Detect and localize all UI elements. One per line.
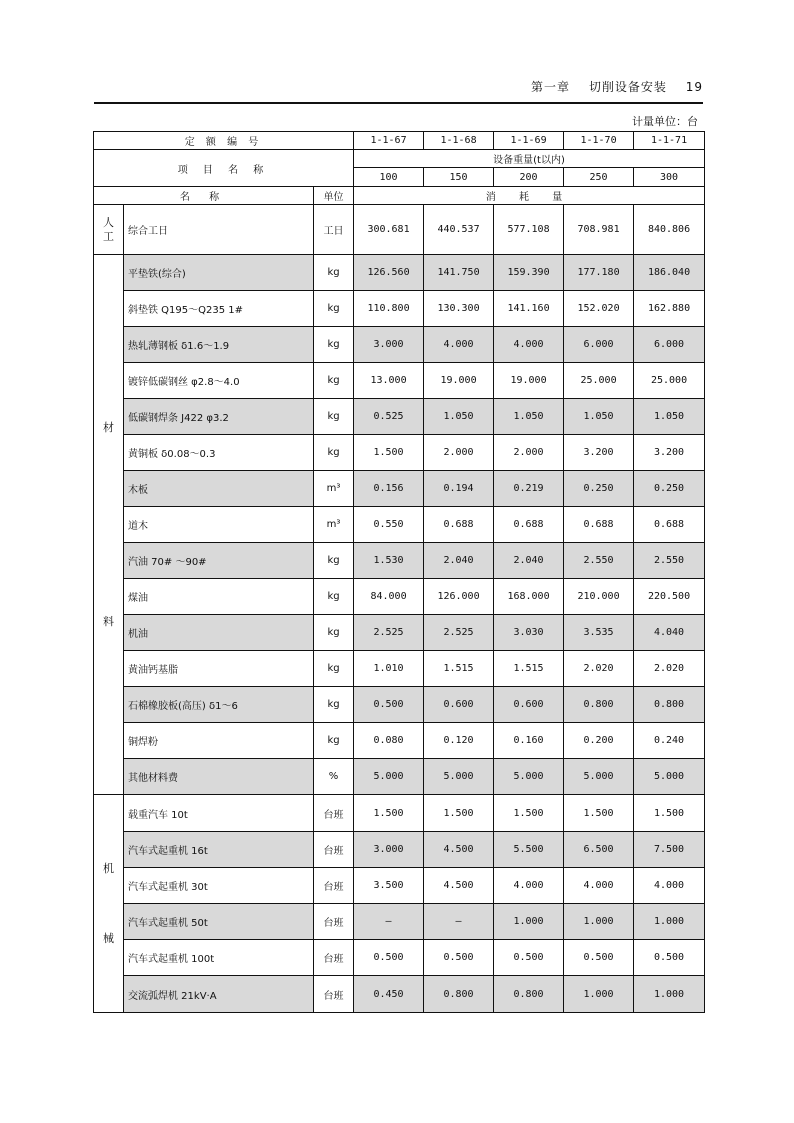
- item-name: 综合工日: [124, 205, 314, 255]
- item-unit: kg: [314, 687, 354, 723]
- consumption-value: 3.030: [494, 615, 564, 651]
- consumption-value: 1.500: [494, 795, 564, 832]
- item-unit: 台班: [314, 795, 354, 832]
- item-unit: kg: [314, 651, 354, 687]
- consumption-value: 1.500: [424, 795, 494, 832]
- item-name: 汽车式起重机 50t: [124, 904, 314, 940]
- consumption-value: 4.000: [634, 868, 705, 904]
- weight-value: 250: [564, 168, 634, 187]
- item-name: 汽油 70# ～90#: [124, 543, 314, 579]
- item-name: 低碳钢焊条 J422 φ3.2: [124, 399, 314, 435]
- consumption-value: 0.250: [564, 471, 634, 507]
- item-name: 汽车式起重机 30t: [124, 868, 314, 904]
- table-row: [94, 543, 705, 579]
- consumption-value: 0.200: [564, 723, 634, 759]
- item-unit: kg: [314, 399, 354, 435]
- consumption-value: 0.800: [424, 976, 494, 1013]
- table-row: [94, 327, 705, 363]
- column-header-row: [94, 187, 705, 205]
- quota-code: 1-1-71: [634, 132, 705, 150]
- consumption-value: 1.000: [634, 976, 705, 1013]
- consumption-value: 577.108: [494, 205, 564, 255]
- weight-value: 100: [354, 168, 424, 187]
- consumption-value: 4.000: [494, 327, 564, 363]
- consumption-value: 0.240: [634, 723, 705, 759]
- weight-label-row: [94, 150, 705, 168]
- table-row: [94, 291, 705, 327]
- consumption-value: 4.000: [564, 868, 634, 904]
- consumption-value: 152.020: [564, 291, 634, 327]
- item-name: 黄油钙基脂: [124, 651, 314, 687]
- consumption-value: 0.600: [424, 687, 494, 723]
- consumption-value: 5.000: [424, 759, 494, 795]
- consumption-value: 186.040: [634, 255, 705, 291]
- consumption-value: —: [424, 904, 494, 940]
- quota-table: [93, 131, 705, 1013]
- consumption-value: 708.981: [564, 205, 634, 255]
- item-unit: 台班: [314, 832, 354, 868]
- table-row: [94, 399, 705, 435]
- consumption-value: 2.525: [424, 615, 494, 651]
- consumption-value: 2.525: [354, 615, 424, 651]
- consumption-value: 0.525: [354, 399, 424, 435]
- item-unit: m³: [314, 471, 354, 507]
- consumption-value: 6.000: [634, 327, 705, 363]
- item-name: 黄铜板 δ0.08～0.3: [124, 435, 314, 471]
- consumption-value: 1.050: [424, 399, 494, 435]
- table-row: [94, 759, 705, 795]
- consumption-value: 0.800: [634, 687, 705, 723]
- consumption-value: 4.500: [424, 868, 494, 904]
- quota-label: 定 额 编 号: [94, 132, 354, 150]
- consumption-value: 1.500: [354, 795, 424, 832]
- page-number: 19: [685, 80, 703, 94]
- table-row: [94, 435, 705, 471]
- weight-value: 200: [494, 168, 564, 187]
- consumption-value: 126.560: [354, 255, 424, 291]
- consumption-value: 0.450: [354, 976, 424, 1013]
- consumption-value: 1.000: [634, 904, 705, 940]
- consumption-value: 168.000: [494, 579, 564, 615]
- consumption-value: 0.500: [424, 940, 494, 976]
- consumption-value: 0.219: [494, 471, 564, 507]
- consumption-value: 141.750: [424, 255, 494, 291]
- item-unit: 台班: [314, 976, 354, 1013]
- consumption-value: 0.800: [564, 687, 634, 723]
- item-name: 镀锌低碳钢丝 φ2.8～4.0: [124, 363, 314, 399]
- item-name: 木板: [124, 471, 314, 507]
- consumption-value: 25.000: [564, 363, 634, 399]
- quota-code: 1-1-68: [424, 132, 494, 150]
- item-unit: kg: [314, 291, 354, 327]
- item-unit: kg: [314, 579, 354, 615]
- consumption-value: 0.688: [564, 507, 634, 543]
- item-label: 项 目 名 称: [94, 150, 354, 187]
- consumption-value: 3.535: [564, 615, 634, 651]
- consumption-value: 1.000: [564, 904, 634, 940]
- item-name: 煤油: [124, 579, 314, 615]
- item-name: 平垫铁(综合): [124, 255, 314, 291]
- consumption-value: 19.000: [494, 363, 564, 399]
- item-name: 道木: [124, 507, 314, 543]
- table-row: [94, 615, 705, 651]
- table-row: [94, 976, 705, 1013]
- consumption-value: 4.000: [424, 327, 494, 363]
- item-name: 斜垫铁 Q195～Q235 1#: [124, 291, 314, 327]
- unit-note: 计量单位：台: [632, 115, 698, 128]
- consumption-value: 5.000: [564, 759, 634, 795]
- table-row: [94, 579, 705, 615]
- consumption-value: 440.537: [424, 205, 494, 255]
- consumption-value: 162.880: [634, 291, 705, 327]
- consumption-value: 0.600: [494, 687, 564, 723]
- consumption-value: 0.688: [494, 507, 564, 543]
- quota-code: 1-1-69: [494, 132, 564, 150]
- consumption-value: 1.530: [354, 543, 424, 579]
- consumption-value: 1.500: [564, 795, 634, 832]
- item-name: 铜焊粉: [124, 723, 314, 759]
- consumption-value: 4.500: [424, 832, 494, 868]
- consumption-value: 0.250: [634, 471, 705, 507]
- item-name: 载重汽车 10t: [124, 795, 314, 832]
- consumption-value: 0.160: [494, 723, 564, 759]
- consumption-value: 110.800: [354, 291, 424, 327]
- consumption-value: 2.550: [564, 543, 634, 579]
- item-unit: kg: [314, 255, 354, 291]
- consumption-value: 3.200: [634, 435, 705, 471]
- unit-column-label: 单位: [314, 187, 354, 205]
- consumption-value: 1.515: [494, 651, 564, 687]
- table-row: [94, 205, 705, 255]
- table-row: [94, 471, 705, 507]
- consumption-value: 0.688: [424, 507, 494, 543]
- consumption-value: 177.180: [564, 255, 634, 291]
- consumption-value: 84.000: [354, 579, 424, 615]
- consumption-value: 1.050: [634, 399, 705, 435]
- consumption-value: 3.500: [354, 868, 424, 904]
- consumption-value: 1.050: [564, 399, 634, 435]
- consumption-value: 0.550: [354, 507, 424, 543]
- item-unit: kg: [314, 723, 354, 759]
- consumption-value: 5.000: [634, 759, 705, 795]
- consumption-value: 2.040: [424, 543, 494, 579]
- consumption-value: 6.000: [564, 327, 634, 363]
- consumption-value: 141.160: [494, 291, 564, 327]
- table-row: [94, 904, 705, 940]
- item-name: 其他材料费: [124, 759, 314, 795]
- item-name: 石棉橡胶板(高压) δ1～6: [124, 687, 314, 723]
- item-unit: 台班: [314, 904, 354, 940]
- consumption-label: 消 耗 量: [354, 187, 705, 205]
- section-title: 切削设备安装: [588, 80, 667, 94]
- table-row: [94, 832, 705, 868]
- table-row: [94, 255, 705, 291]
- consumption-value: 1.000: [564, 976, 634, 1013]
- table-row: [94, 795, 705, 832]
- consumption-value: 5.000: [354, 759, 424, 795]
- consumption-value: 220.500: [634, 579, 705, 615]
- consumption-value: 0.500: [564, 940, 634, 976]
- item-unit: kg: [314, 363, 354, 399]
- item-name: 热轧薄钢板 δ1.6～1.9: [124, 327, 314, 363]
- consumption-value: 1.010: [354, 651, 424, 687]
- item-name: 交流弧焊机 21kV·A: [124, 976, 314, 1013]
- consumption-value: 2.000: [424, 435, 494, 471]
- consumption-value: 210.000: [564, 579, 634, 615]
- item-unit: %: [314, 759, 354, 795]
- consumption-value: 2.020: [634, 651, 705, 687]
- group-label: 材 料: [94, 255, 124, 795]
- item-unit: m³: [314, 507, 354, 543]
- item-unit: 台班: [314, 868, 354, 904]
- quota-code: 1-1-70: [564, 132, 634, 150]
- consumption-value: 13.000: [354, 363, 424, 399]
- table-row: [94, 687, 705, 723]
- weight-label: 设备重量(t以内): [354, 150, 705, 168]
- consumption-value: 0.156: [354, 471, 424, 507]
- item-name: 汽车式起重机 100t: [124, 940, 314, 976]
- consumption-value: 2.020: [564, 651, 634, 687]
- item-unit: 工日: [314, 205, 354, 255]
- consumption-value: 1.500: [354, 435, 424, 471]
- group-label: 机 械: [94, 795, 124, 1013]
- consumption-value: 300.681: [354, 205, 424, 255]
- consumption-value: 6.500: [564, 832, 634, 868]
- consumption-value: 19.000: [424, 363, 494, 399]
- consumption-value: 0.500: [634, 940, 705, 976]
- name-column-label: 名 称: [94, 187, 314, 205]
- item-unit: kg: [314, 615, 354, 651]
- consumption-value: 126.000: [424, 579, 494, 615]
- consumption-value: 1.000: [494, 904, 564, 940]
- table-row: [94, 723, 705, 759]
- consumption-value: 7.500: [634, 832, 705, 868]
- consumption-value: 4.000: [494, 868, 564, 904]
- consumption-value: 25.000: [634, 363, 705, 399]
- consumption-value: 0.800: [494, 976, 564, 1013]
- item-name: 汽车式起重机 16t: [124, 832, 314, 868]
- consumption-value: 1.050: [494, 399, 564, 435]
- group-label: 人 工: [94, 205, 124, 255]
- consumption-value: 2.000: [494, 435, 564, 471]
- consumption-value: 0.500: [354, 687, 424, 723]
- consumption-value: 0.120: [424, 723, 494, 759]
- consumption-value: 0.080: [354, 723, 424, 759]
- item-unit: kg: [314, 435, 354, 471]
- consumption-value: 0.500: [354, 940, 424, 976]
- consumption-value: 3.200: [564, 435, 634, 471]
- table-row: [94, 651, 705, 687]
- consumption-value: 5.000: [494, 759, 564, 795]
- consumption-value: 2.550: [634, 543, 705, 579]
- table-row: [94, 868, 705, 904]
- table-row: [94, 363, 705, 399]
- table-row: [94, 507, 705, 543]
- chapter-number: 第一章: [531, 80, 571, 94]
- consumption-value: 1.500: [634, 795, 705, 832]
- consumption-value: 1.515: [424, 651, 494, 687]
- consumption-value: 840.806: [634, 205, 705, 255]
- consumption-value: 0.194: [424, 471, 494, 507]
- consumption-value: 130.300: [424, 291, 494, 327]
- consumption-value: 3.000: [354, 832, 424, 868]
- item-name: 机油: [124, 615, 314, 651]
- item-unit: kg: [314, 327, 354, 363]
- item-unit: 台班: [314, 940, 354, 976]
- quota-code: 1-1-67: [354, 132, 424, 150]
- consumption-value: 0.688: [634, 507, 705, 543]
- consumption-value: 159.390: [494, 255, 564, 291]
- table-row: [94, 940, 705, 976]
- consumption-value: 5.500: [494, 832, 564, 868]
- weight-value: 150: [424, 168, 494, 187]
- consumption-value: 0.500: [494, 940, 564, 976]
- consumption-value: —: [354, 904, 424, 940]
- consumption-value: 3.000: [354, 327, 424, 363]
- item-unit: kg: [314, 543, 354, 579]
- consumption-value: 2.040: [494, 543, 564, 579]
- running-head: [94, 74, 703, 104]
- consumption-value: 4.040: [634, 615, 705, 651]
- quota-code-row: [94, 132, 705, 150]
- weight-value: 300: [634, 168, 705, 187]
- chapter-heading: [517, 78, 703, 95]
